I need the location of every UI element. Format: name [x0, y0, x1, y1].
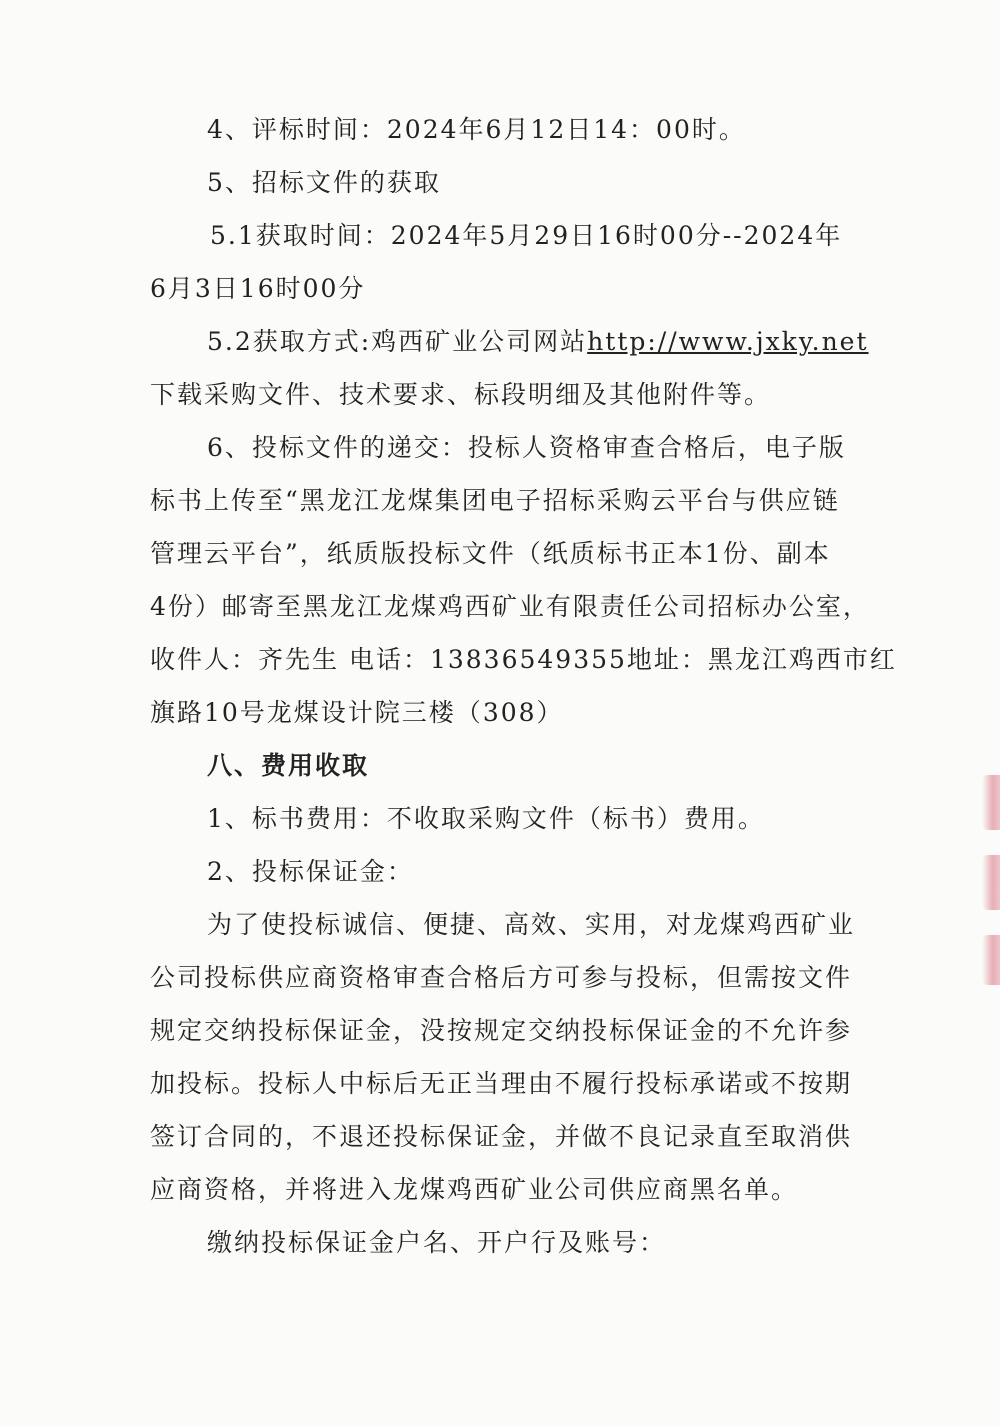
paragraph-line: 6月3日16时00分 [150, 274, 366, 303]
paragraph-line: 4、评标时间：2024年6月12日14：00时。 [207, 115, 746, 144]
paragraph-line: 应商资格，并将进入龙煤鸡西矿业公司供应商黑名单。 [150, 1175, 799, 1204]
paragraph-line: 旗路10号龙煤设计院三楼（308） [150, 698, 564, 727]
website-link[interactable]: http://www.jxky.net [587, 327, 869, 356]
seal-stamp-fragment [982, 775, 1000, 830]
paragraph-line: 管理云平台”，纸质版投标文件（纸质标书正本1份、副本 [150, 539, 831, 568]
paragraph-line: 缴纳投标保证金户名、开户行及账号： [207, 1228, 667, 1257]
paragraph-line: 2、投标保证金： [207, 857, 414, 886]
section-heading: 八、费用收取 [207, 751, 370, 780]
paragraph-line: 6、投标文件的递交：投标人资格审查合格后，电子版 [207, 433, 846, 462]
paragraph-line: 为了使投标诚信、便捷、高效、实用，对龙煤鸡西矿业 [207, 910, 856, 939]
paragraph-line: 下载采购文件、技术要求、标段明细及其他附件等。 [150, 380, 772, 409]
paragraph-line: 1、标书费用：不收取采购文件（标书）费用。 [207, 804, 765, 833]
paragraph-line: 规定交纳投标保证金，没按规定交纳投标保证金的不允许参 [150, 1016, 853, 1045]
paragraph-line: 5.2获取方式:鸡西矿业公司网站 http://www.jxky.net [150, 315, 865, 368]
paragraph-line: 4份）邮寄至黑龙江龙煤鸡西矿业有限责任公司招标办公室， [150, 592, 870, 621]
paragraph-line: 收件人：齐先生 电话：13836549355地址：黑龙江鸡西市红 [150, 645, 897, 674]
paragraph-line: 5.1获取时间：2024年5月29日16时00分--2024年 [210, 221, 843, 250]
document-body [150, 103, 897, 1269]
seal-stamp-fragment [982, 935, 1000, 985]
paragraph-line: 5、招标文件的获取 [207, 168, 441, 197]
paragraph-line: 加投标。投标人中标后无正当理由不履行投标承诺或不按期 [150, 1069, 853, 1098]
seal-stamp-fragment [982, 855, 1000, 910]
paragraph-line: 公司投标供应商资格审查合格后方可参与投标，但需按文件 [150, 963, 853, 992]
paragraph-line: 标书上传至“黑龙江龙煤集团电子招标采购云平台与供应链 [150, 486, 840, 515]
paragraph-line: 签订合同的，不退还投标保证金，并做不良记录直至取消供 [150, 1122, 853, 1151]
